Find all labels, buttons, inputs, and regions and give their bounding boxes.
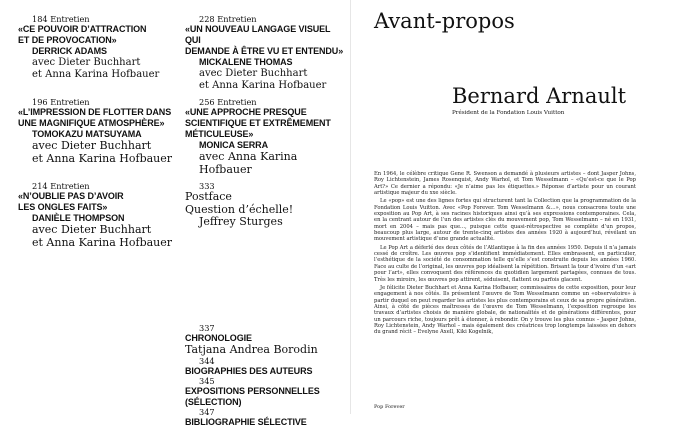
interview-title-line: ET DE PROVOCATION»: [18, 35, 117, 45]
interview-title-line: UNE MAGNIFIQUE ATMOSPHÈRE»: [18, 118, 165, 128]
interviewer-line: avec Dieter Buchhart: [199, 68, 308, 79]
toc-entry-184: [18, 15, 178, 80]
interviewee-name: DERRICK ADAMS: [32, 46, 107, 56]
interview-title-line: «CE POUVOIR D’ATTRACTION: [18, 24, 147, 34]
page-number: [32, 182, 178, 191]
interview-title-line: «UNE APPROCHE PRESQUE: [185, 107, 307, 117]
interviewer-line: et Anna Karina Hofbauer: [199, 79, 327, 91]
body-paragraph: Le Pop Art a déferlé des deux côtés de l’Atlantique à la fin des années 1950. Depuis il n’a jamais cessé de croître. Les œuvres pop s’identifient immédiatement. Elles embrassent, en particulier, l’esthétique de la société de consommation telle qu’elle s’est construite depuis les années 1960. Face au culte de l’original, les œuvres pop idéalisent la répétition. Brisant la tour d’ivoire d’un «art pour l’art», elles convoquent des références du quotidien largement partagées, connues de tous. Très les miroirs, les œuvres pop attirent, séduisent, flattent ou parfois glacent.: [374, 244, 636, 283]
interview-title-line: SCIENTIFIQUE ET EXTRÊMEMENT: [185, 118, 331, 128]
page-number-value: 256: [199, 97, 215, 107]
interviewer-line: et Anna Karina Hofbauer: [32, 68, 160, 80]
interviewer-line: avec Dieter Buchhart: [32, 223, 152, 236]
author-name: Bernard Arnault: [452, 84, 627, 108]
entry-type-label: Entretien: [50, 14, 90, 24]
exhibitions-title-line: EXPOSITIONS PERSONNELLES: [185, 385, 320, 396]
interviewer-line: avec Dieter Buchhart: [32, 139, 152, 152]
body-paragraph: En 1964, le célèbre critique Gene R. Swenson a demandé à plusieurs artistes – dont Jasper Johns, Roy Lichtenstein, James Rosenquist, Andy Warhol, et Tom Wesselmann – «Qu’est-ce que le Pop Art?» Ce dernier a répondu: «Je n’aime pas les étiquettes.» Réponse d’artiste pour un courant artistique majeur du xxe siècle.: [374, 171, 636, 197]
interviewer-line: et Anna Karina Hofbauer: [32, 235, 173, 249]
page-number: [32, 15, 178, 24]
biographies-title: BIOGRAPHIES DES AUTEURS: [185, 365, 313, 376]
exhibitions-title-line: (SÉLECTION): [185, 396, 242, 407]
postface-title: Postface: [185, 190, 232, 203]
interviewer-line: avec Dieter Buchhart: [32, 57, 141, 68]
interviewee-name: MONICA SERRA: [199, 140, 268, 150]
interviewee-name: TOMOKAZU MATSUYAMA: [32, 129, 142, 139]
interview-title-line: «L’IMPRESSION DE FLOTTER DANS: [18, 107, 172, 117]
toc-entry-228: [185, 15, 345, 91]
page-number: [199, 15, 345, 24]
page-number-value: 228: [199, 14, 215, 24]
interview-title-line: «N’OUBLIE PAS D’AVOIR: [18, 191, 124, 201]
postface-author: Jeffrey Sturges: [199, 215, 283, 228]
page-number-value: 184: [32, 14, 48, 24]
page-number-value: 214: [32, 181, 48, 191]
entry-type-label: Entretien: [217, 14, 257, 24]
entry-type-label: Entretien: [217, 97, 257, 107]
page-number: 337: [199, 323, 215, 333]
page-number-value: 196: [32, 97, 48, 107]
toc-entry-256: [185, 98, 345, 176]
page-number: 345: [199, 375, 215, 386]
interview-title-line: LES ONGLES FAITS»: [18, 202, 108, 212]
chronology-author: Tatjana Andrea Borodin: [185, 343, 318, 356]
section-heading: Avant-propos: [374, 9, 515, 33]
interviewer-line: et Anna Karina Hofbauer: [32, 151, 173, 165]
page-number: [199, 98, 345, 107]
postface-subtitle: Question d’échelle!: [185, 202, 294, 216]
body-paragraph: Je félicite Dieter Buchhart et Anna Karina Hofbauer, commissaires de cette exposition, pour leur engagement à nos côtés. Ils présentent l’œuvre de Tom Wesselmann comme un «observatoire» à partir duquel on peut regarder les artistes les plus contemporains et ceux de sa propre génération. Ainsi, à côté de pièces maîtresses de l’œuvre de Tom Wesselmann, l’exposition regroupe les travaux d’artistes choisis de manière globale, de nationalités et de générations différentes, pour un parcours riche, toujours prêt à étonner, à rebondir. On y trouve les plus connus – Jasper Johns, Roy Lichtenstein, Andy Warhol – mais également des créatrices trop longtemps laissées en dehors du grand récit – Evelyne Axell, Kiki Kogelnik,: [374, 284, 636, 336]
toc-back-matter: [185, 324, 355, 428]
contents-page: [0, 0, 350, 427]
interviewee-name: DANIÈLE THOMPSON: [32, 213, 125, 223]
page-number: 333: [199, 181, 215, 191]
page-number: 347: [199, 406, 215, 417]
interview-title-line: DEMANDE À ÊTRE VU ET ENTENDU»: [185, 46, 344, 56]
toc-entry-214: [18, 182, 178, 249]
interviewee-name: MICKALENE THOMAS: [199, 57, 293, 67]
interview-title-line: MÉTICULEUSE»: [185, 129, 254, 139]
interviewer-line: avec Anna Karina Hofbauer: [199, 150, 298, 176]
toc-entry-196: [18, 98, 178, 165]
body-paragraph: Le «pop» est une des lignes fortes qui structurent tant la Collection que la programmation de la Fondation Louis Vuitton. Avec «Pop Forever. Tom Wesselmann &...», nous consacrons toute une exposition au Pop Art, à ses racines historiques ainsi qu’à ses expressions contemporaines. Cela, en la centrant autour de l’un des artistes clés du mouvement pop, Tom Wesselmann – né en 1931, mort en 2004 – mais pas que..., puisque cette quasi-rétrospective se complète d’un propos, beaucoup plus large, autour de trente-cinq artistes des années 1920 à aujourd’hui, révélant un mouvement artistique d’une grande actualité.: [374, 198, 636, 243]
interview-title-line: «UN NOUVEAU LANGAGE VISUEL QUI: [185, 24, 331, 45]
toc-entry-postface: [185, 182, 345, 229]
bibliography-title: BIBLIOGRAPHIE SÉLECTIVE: [185, 416, 307, 427]
author-role: Président de la Fondation Louis Vuitton: [452, 110, 565, 116]
page-number: [32, 98, 178, 107]
chronology-title: CHRONOLOGIE: [185, 333, 252, 343]
entry-type-label: Entretien: [50, 181, 90, 191]
running-head: Pop Forever: [374, 404, 405, 410]
entry-type-label: Entretien: [50, 97, 90, 107]
page-number: 344: [199, 355, 215, 366]
foreword-body: [374, 171, 636, 338]
